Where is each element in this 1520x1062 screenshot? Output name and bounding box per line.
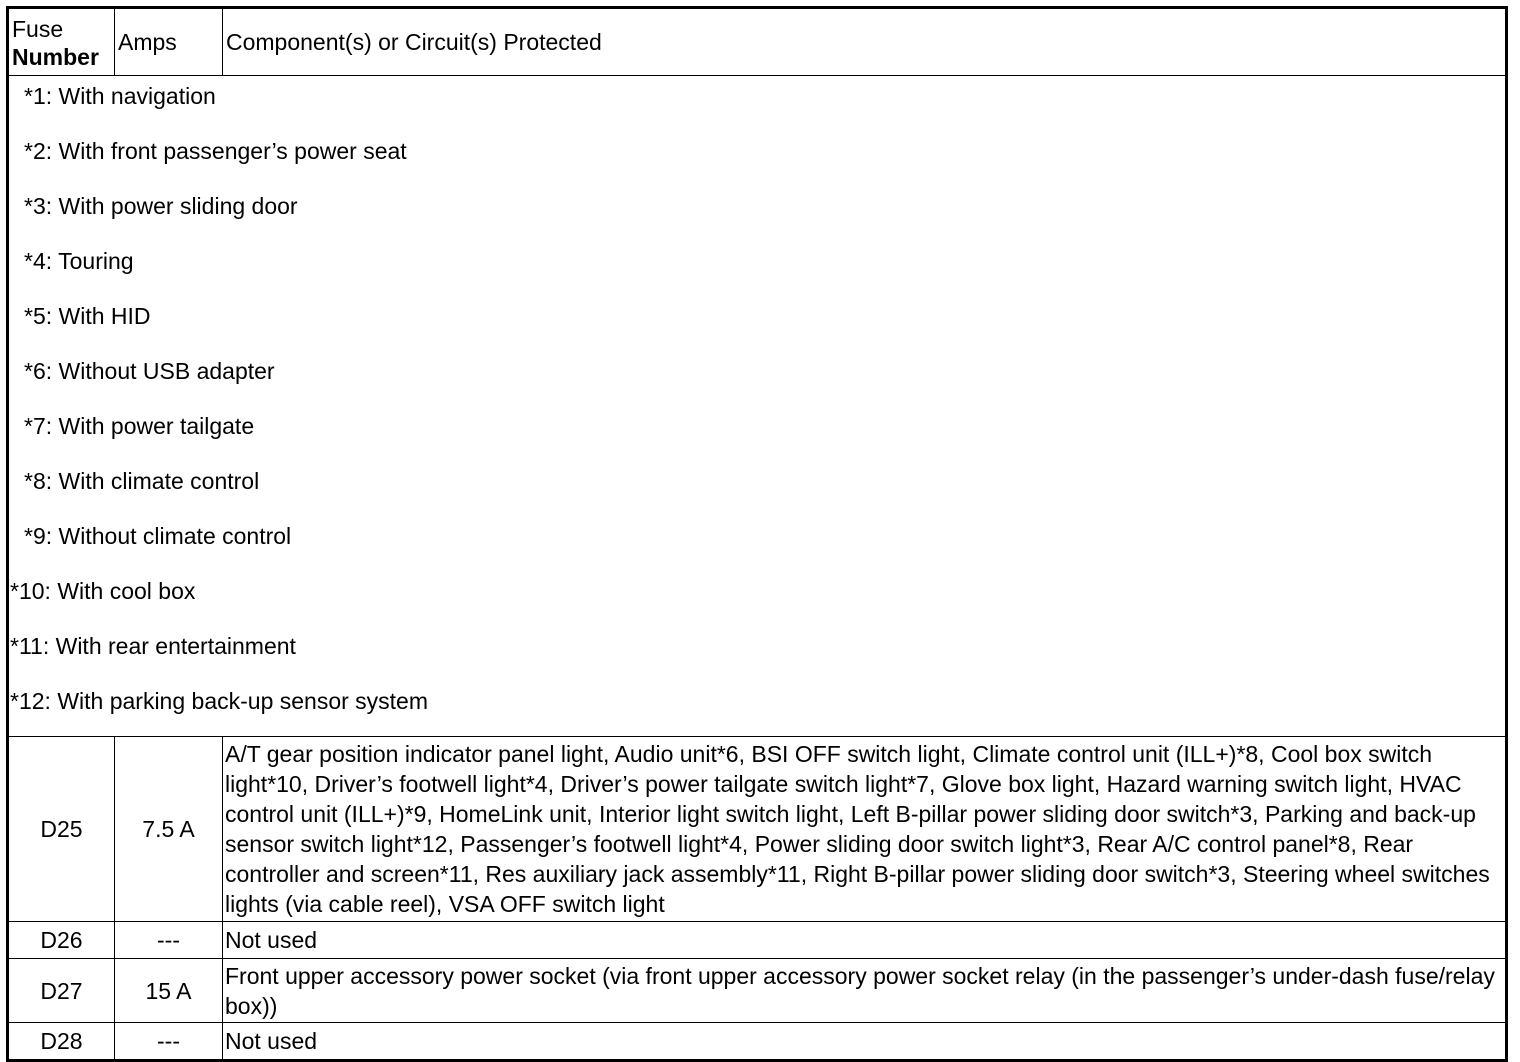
- header-components: Component(s) or Circuit(s) Protected: [223, 8, 1507, 76]
- table-row: [8, 737, 1507, 922]
- note-item: *1: With navigation: [24, 83, 216, 109]
- note-item: *5: With HID: [24, 303, 151, 329]
- table-row: [8, 922, 1507, 959]
- notes-cell: [8, 76, 1507, 737]
- note-item: *11: With rear entertainment: [10, 633, 296, 659]
- note-item: *10: With cool box: [10, 578, 196, 604]
- components-cell: Front upper accessory power socket (via front upper accessory power socket relay (in the passenger’s under-dash fuse/relay box)): [223, 959, 1507, 1023]
- note-item: *8: With climate control: [24, 468, 260, 494]
- components-cell: Not used: [223, 922, 1507, 959]
- header-fuse-label: Fuse: [12, 16, 64, 42]
- note-item: *2: With front passenger’s power seat: [24, 138, 407, 164]
- header-fuse-number: [8, 8, 115, 76]
- note-item: *3: With power sliding door: [24, 193, 298, 219]
- note-item: *6: Without USB adapter: [24, 358, 275, 384]
- header-number-label: Number: [12, 44, 99, 70]
- note-item: *4: Touring: [24, 248, 134, 274]
- fuse-table: [6, 6, 1508, 1062]
- note-item: *7: With power tailgate: [24, 413, 255, 439]
- note-item: *12: With parking back-up sensor system: [10, 688, 429, 714]
- components-cell: A/T gear position indicator panel light, Audio unit*6, BSI OFF switch light, Climate control unit (ILL+)*8, Cool box switch light*10, Driver’s footwell light*4, Driver’s power tailgate switch light*7, Glove box light, Hazard warning switch light, HVAC control unit (ILL+)*9, HomeLink unit, Interior light switch light, Left B-pillar power sliding door switch*3, Parking and back-up sensor switch light*12, Passenger’s footwell light*4, Power sliding door switch light*3, Rear A/C control panel*8, Rear controller and screen*11, Res auxiliary jack assembly*11, Right B-pillar power sliding door switch*3, Steering wheel switches lights (via cable reel), VSA OFF switch light: [223, 737, 1507, 922]
- notes-row: [8, 76, 1507, 737]
- note-item: *9: Without climate control: [24, 523, 292, 549]
- components-cell: Not used: [223, 1023, 1507, 1061]
- amps-cell: ---: [115, 922, 223, 959]
- fuse-number-cell: D26: [8, 922, 115, 959]
- fuse-number-cell: D28: [8, 1023, 115, 1061]
- table-row: [8, 1023, 1507, 1061]
- amps-cell: 15 A: [115, 959, 223, 1023]
- amps-cell: 7.5 A: [115, 737, 223, 922]
- table-header-row: [8, 8, 1507, 76]
- amps-cell: ---: [115, 1023, 223, 1061]
- table-row: [8, 959, 1507, 1023]
- fuse-number-cell: D25: [8, 737, 115, 922]
- fuse-number-cell: D27: [8, 959, 115, 1023]
- header-amps: Amps: [115, 8, 223, 76]
